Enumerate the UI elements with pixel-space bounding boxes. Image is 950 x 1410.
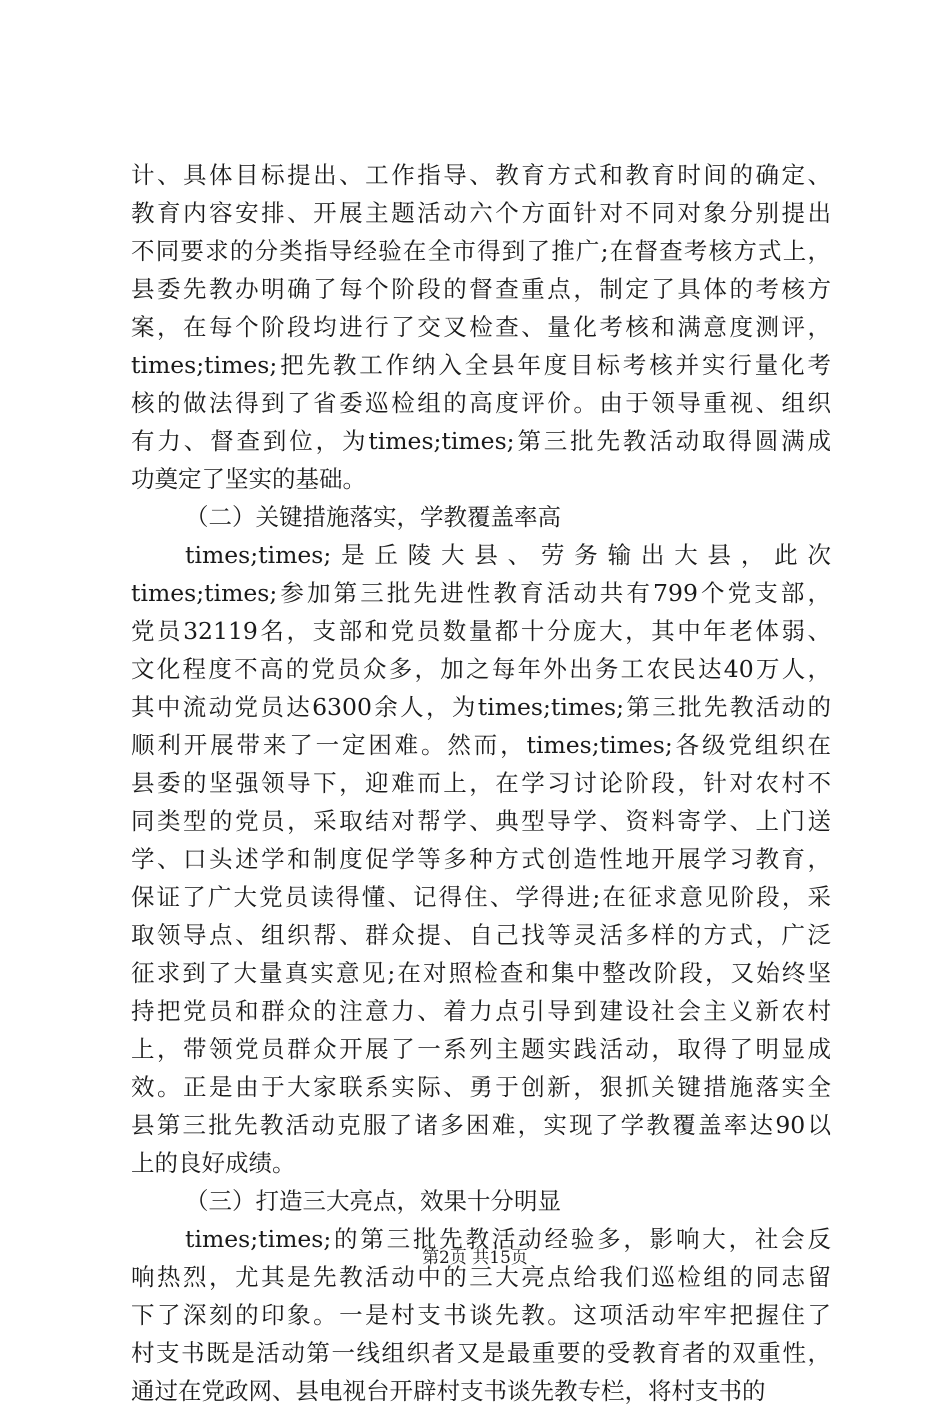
paragraph-line: 上的良好成绩。: [131, 1149, 296, 1177]
paragraph-line: 有力、督查到位，为times;times;第三批先教活动取得圆满成: [131, 427, 831, 455]
paragraph-line: 不同要求的分类指导经验在全市得到了推广;在督查考核方式上，: [131, 237, 831, 265]
paragraph-line: times;times;把先教工作纳入全县年度目标考核并实行量化考: [131, 351, 831, 379]
paragraph-line: 案，在每个阶段均进行了交叉检查、量化考核和满意度测评，: [131, 313, 831, 341]
paragraph-line: 县委的坚强领导下，迎难而上，在学习讨论阶段，针对农村不: [131, 769, 831, 797]
paragraph-line: times;times;参加第三批先进性教育活动共有799个党支部，: [131, 579, 831, 607]
section-heading: （二）关键措施落实，学教覆盖率高: [185, 503, 561, 531]
paragraph-line: 取领导点、组织帮、群众提、自己找等灵活多样的方式，广泛: [131, 921, 831, 949]
paragraph-line: 持把党员和群众的注意力、着力点引导到建设社会主义新农村: [131, 997, 831, 1025]
paragraph-line: 顺利开展带来了一定困难。然而，times;times;各级党组织在: [131, 731, 831, 759]
paragraph-line: 文化程度不高的党员众多，加之每年外出务工农民达40万人，: [131, 655, 831, 683]
paragraph-line: 下了深刻的印象。一是村支书谈先教。这项活动牢牢把握住了: [131, 1301, 831, 1329]
paragraph-line: 核的做法得到了省委巡检组的高度评价。由于领导重视、组织: [131, 389, 831, 417]
paragraph-line: times;times;是丘陵大县、劳务输出大县，此次: [185, 541, 831, 569]
paragraph-line: 保证了广大党员读得懂、记得住、学得进;在征求意见阶段，采: [131, 883, 831, 911]
paragraph-line: 通过在党政网、县电视台开辟村支书谈先教专栏，将村支书的: [131, 1377, 766, 1405]
paragraph-line: 计、具体目标提出、工作指导、教育方式和教育时间的确定、: [131, 161, 831, 189]
paragraph-line: 上，带领党员群众开展了一系列主题实践活动，取得了明显成: [131, 1035, 831, 1063]
document-body: [131, 156, 831, 1410]
paragraph-line: 功奠定了坚实的基础。: [131, 465, 366, 493]
page-footer: 第2页 共15页: [422, 1248, 528, 1268]
section-heading: （三）打造三大亮点，效果十分明显: [185, 1187, 561, 1215]
paragraph-line: 征求到了大量真实意见;在对照检查和集中整改阶段，又始终坚: [131, 959, 831, 987]
paragraph-line: times;times;的第三批先教活动经验多，影响大，社会反: [185, 1225, 831, 1253]
paragraph-line: 响热烈，尤其是先教活动中的三大亮点给我们巡检组的同志留: [131, 1263, 831, 1291]
paragraph-line: 其中流动党员达6300余人，为times;times;第三批先教活动的: [131, 693, 831, 721]
paragraph-line: 学、口头述学和制度促学等多种方式创造性地开展学习教育，: [131, 845, 831, 873]
paragraph-line: 党员32119名，支部和党员数量都十分庞大，其中年老体弱、: [131, 617, 831, 645]
paragraph-line: 同类型的党员，采取结对帮学、典型导学、资料寄学、上门送: [131, 807, 831, 835]
paragraph-line: 效。正是由于大家联系实际、勇于创新，狠抓关键措施落实全: [131, 1073, 831, 1101]
paragraph-line: 村支书既是活动第一线组织者又是最重要的受教育者的双重性，: [131, 1339, 831, 1367]
paragraph-line: 教育内容安排、开展主题活动六个方面针对不同对象分别提出: [131, 199, 831, 227]
paragraph-line: 县第三批先教活动克服了诸多困难，实现了学教覆盖率达90以: [131, 1111, 831, 1139]
paragraph-line: 县委先教办明确了每个阶段的督查重点，制定了具体的考核方: [131, 275, 831, 303]
